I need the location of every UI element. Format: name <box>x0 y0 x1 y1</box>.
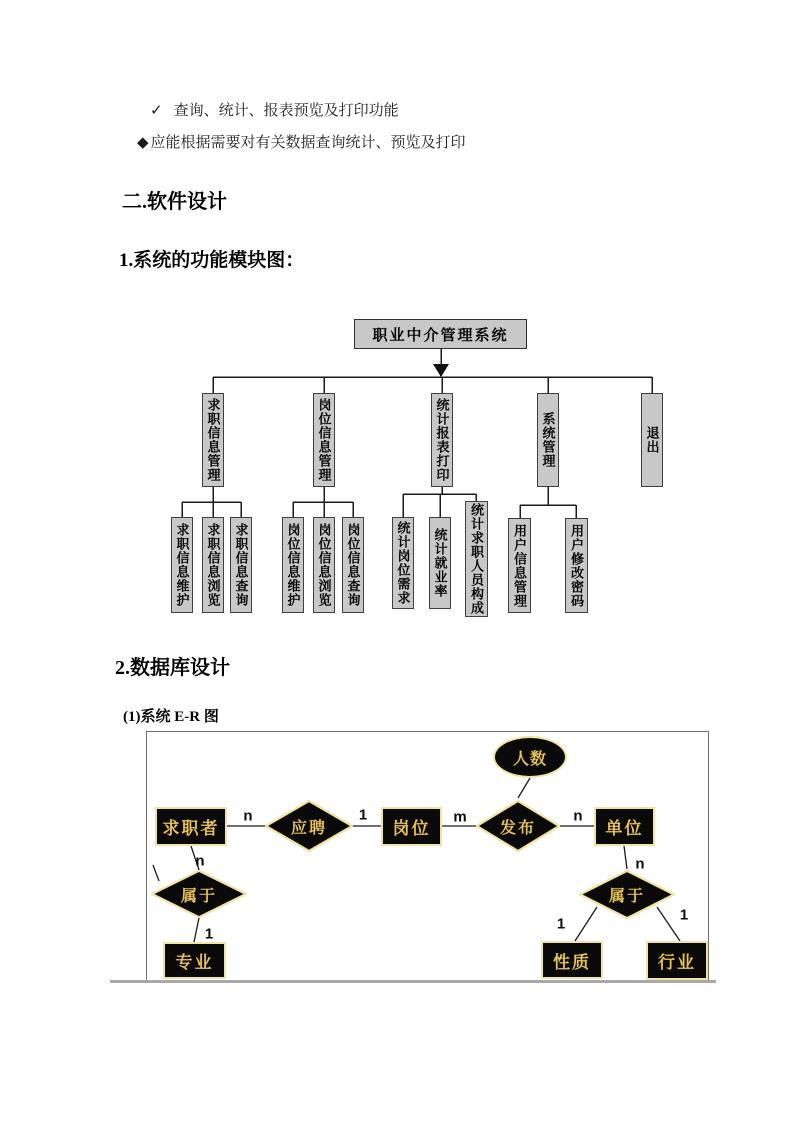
module-leaf-box: 统计求职人员构成 <box>465 501 488 617</box>
module-leaf-box: 统计岗位需求 <box>392 517 414 609</box>
check-icon: ✓ <box>150 103 163 119</box>
subsection-title-module-diagram: 1.系统的功能模块图： <box>119 250 305 271</box>
section-title-database-design: 2.数据库设计 <box>115 657 230 679</box>
module-leaf-box: 岗位信息浏览 <box>313 517 335 613</box>
caption-er-diagram: (1)系统 E-R 图 <box>123 709 219 725</box>
bullet-check-text: 查询、统计、报表预览及打印功能 <box>173 103 399 119</box>
er-attribute-renshu: 人数 <box>493 736 567 778</box>
diamond-bullet-icon: ◆ <box>137 135 149 151</box>
er-entity-major: 专业 <box>163 942 226 979</box>
module-leaf-box: 求职信息查询 <box>230 517 252 613</box>
cardinality-label: n <box>195 852 205 870</box>
module-leaf-box: 统计就业率 <box>429 517 451 609</box>
cardinality-label: 1 <box>679 906 689 924</box>
section-title-software-design: 二.软件设计 <box>122 191 227 213</box>
module-leaf-box: 求职信息维护 <box>171 517 193 613</box>
module-branch-exit: 退出 <box>641 393 663 487</box>
module-leaf-box: 用户信息管理 <box>508 518 531 613</box>
module-leaf-box: 岗位信息查询 <box>342 517 364 613</box>
er-relation-belong-left: 属于 <box>151 870 247 918</box>
er-relation-apply: 应聘 <box>265 800 353 852</box>
module-leaf-box: 用户修改密码 <box>565 518 588 613</box>
cardinality-label: 1 <box>556 915 566 933</box>
er-connectors <box>147 732 708 980</box>
bullet-diamond-line <box>137 131 466 152</box>
cardinality-label: m <box>453 808 467 826</box>
cardinality-label: 1 <box>358 806 368 824</box>
cardinality-label: n <box>243 807 253 825</box>
er-entity-nature: 性质 <box>541 941 603 979</box>
module-branch-system: 系统管理 <box>537 393 559 487</box>
er-frame-shadow <box>110 980 716 983</box>
er-relation-belong-right: 属于 <box>579 870 675 919</box>
module-branch-job-info: 求职信息管理 <box>202 393 224 487</box>
er-relation-publish: 发布 <box>476 800 560 852</box>
module-leaf-box: 岗位信息维护 <box>282 517 304 613</box>
cardinality-label: n <box>635 855 645 873</box>
cardinality-label: n <box>573 807 583 825</box>
er-entity-position: 岗位 <box>381 807 442 846</box>
cardinality-label: 1 <box>204 925 214 943</box>
arrow-down-icon <box>433 364 449 377</box>
module-root-box: 职业中介管理系统 <box>354 319 527 349</box>
bullet-diamond-text: 应能根据需要对有关数据查询统计、预览及打印 <box>150 135 466 151</box>
bullet-check-line <box>150 99 399 120</box>
er-diagram-frame <box>146 731 709 981</box>
module-branch-post-info: 岗位信息管理 <box>313 393 335 487</box>
module-branch-report: 统计报表打印 <box>431 393 453 487</box>
er-entity-industry: 行业 <box>646 941 708 980</box>
er-entity-unit: 单位 <box>594 807 655 846</box>
module-leaf-box: 求职信息浏览 <box>202 517 224 613</box>
er-entity-jobseeker: 求职者 <box>155 807 227 846</box>
